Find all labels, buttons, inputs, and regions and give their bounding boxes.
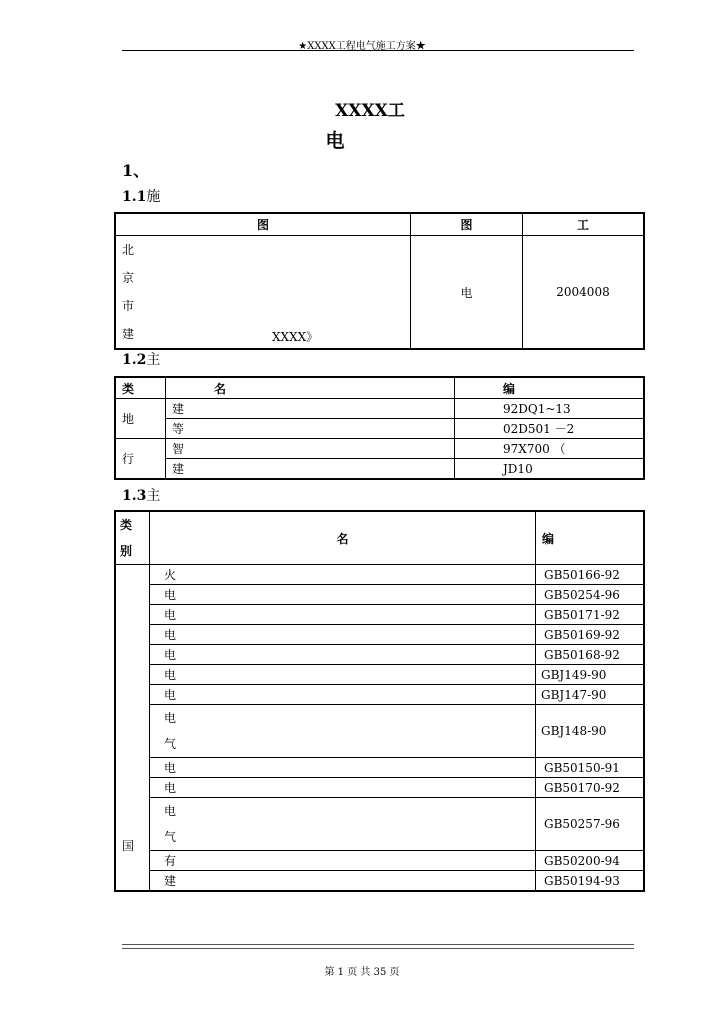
section-number: 1.2 (122, 352, 147, 368)
table-cell-name: 建 (166, 459, 455, 479)
vertical-text: 北 京 市 建 (122, 243, 135, 341)
national-standards-table (115, 511, 644, 891)
table-cell-code: GBJ148-90 (536, 705, 644, 758)
table-cell-name: 建 (166, 399, 455, 419)
table-cell-name: 电 (150, 585, 536, 605)
table-header-code: 编 (536, 512, 644, 565)
doc-title: XXXX工 (335, 101, 405, 121)
table-cell-code: GB50194-93 (536, 871, 644, 891)
table-cell-name: 电 (150, 665, 536, 685)
table-cell-name (150, 705, 536, 758)
table-cell-code: GB50171-92 (536, 605, 644, 625)
table-cell-name: 建 (150, 871, 536, 891)
table-cell-code: 97X700 （ (455, 439, 644, 459)
table-cell-name: 电 (150, 758, 536, 778)
table-header-code: 编 (455, 378, 644, 399)
table-cell-code: JD10 (455, 459, 644, 479)
table-cell (116, 236, 411, 349)
table-cell-name: 电 (150, 685, 536, 705)
table-cell-category: 国 (116, 565, 150, 891)
table-cell-code: GB50200-94 (536, 851, 644, 871)
vertical-text: 电 气 (164, 804, 177, 844)
table-cell: 2004008 (523, 236, 644, 349)
table-cell-category: 地 (116, 399, 166, 439)
table-header-name: 名 (166, 378, 455, 399)
section-1-1-heading (122, 186, 160, 206)
vertical-text: 电 气 (164, 711, 177, 751)
table-cell-name: 电 (150, 645, 536, 665)
section-label: 主 (146, 488, 161, 504)
table-cell-name: 电 (150, 605, 536, 625)
table-cell-code: GB50166-92 (536, 565, 644, 585)
table-cell-code: GB50254-96 (536, 585, 644, 605)
header-rule (122, 50, 634, 51)
table-cell-code: GBJ147-90 (536, 685, 644, 705)
table-cell-name: 火 (150, 565, 536, 585)
table-cell-name (150, 798, 536, 851)
table-cell-code: 92DQ1~13 (455, 399, 644, 419)
table-cell-name: 等 (166, 419, 455, 439)
table-cell-code: GBJ149-90 (536, 665, 644, 685)
table-header-project: 工 (523, 214, 644, 236)
table-cell-name: 电 (150, 778, 536, 798)
table-cell-code: GB50168-92 (536, 645, 644, 665)
section-1-heading: 1、 (122, 161, 150, 180)
table-header-drawing: 图 (116, 214, 411, 236)
table-cell-name: 电 (150, 625, 536, 645)
section-label: 主 (146, 352, 161, 368)
table-cell: 电 (411, 236, 523, 349)
table-cell-name: 有 (150, 851, 536, 871)
page-header: ★XXXX工程电气施工方案★ (298, 41, 426, 52)
table-cell-code: GB50257-96 (536, 798, 644, 851)
table-cell-code: 02D501 －2 (455, 419, 644, 439)
table-header-number: 图 (411, 214, 523, 236)
page-number: 第 1 页 共 35 页 (324, 967, 400, 978)
table-header-category: 类 别 (116, 512, 150, 565)
table-header-category: 类 (116, 378, 166, 399)
table-cell-code: GB50170-92 (536, 778, 644, 798)
section-number: 1.1 (122, 189, 147, 205)
cell-tail-text: XXXX》 (272, 330, 319, 344)
table-cell-name: 智 (166, 439, 455, 459)
section-label: 施 (146, 189, 161, 205)
table-cell-category: 行 (116, 439, 166, 479)
table-cell-code: GB50169-92 (536, 625, 644, 645)
drawing-table (115, 213, 644, 349)
footer-rule (122, 944, 634, 945)
section-1-3-heading (122, 485, 160, 505)
standard-table (115, 377, 644, 479)
section-number: 1.3 (122, 488, 147, 504)
doc-subtitle: 电 (325, 130, 345, 152)
footer-rule (122, 948, 634, 949)
section-1-2-heading (122, 349, 160, 369)
table-cell-code: GB50150-91 (536, 758, 644, 778)
table-header-name: 名 (150, 512, 536, 565)
